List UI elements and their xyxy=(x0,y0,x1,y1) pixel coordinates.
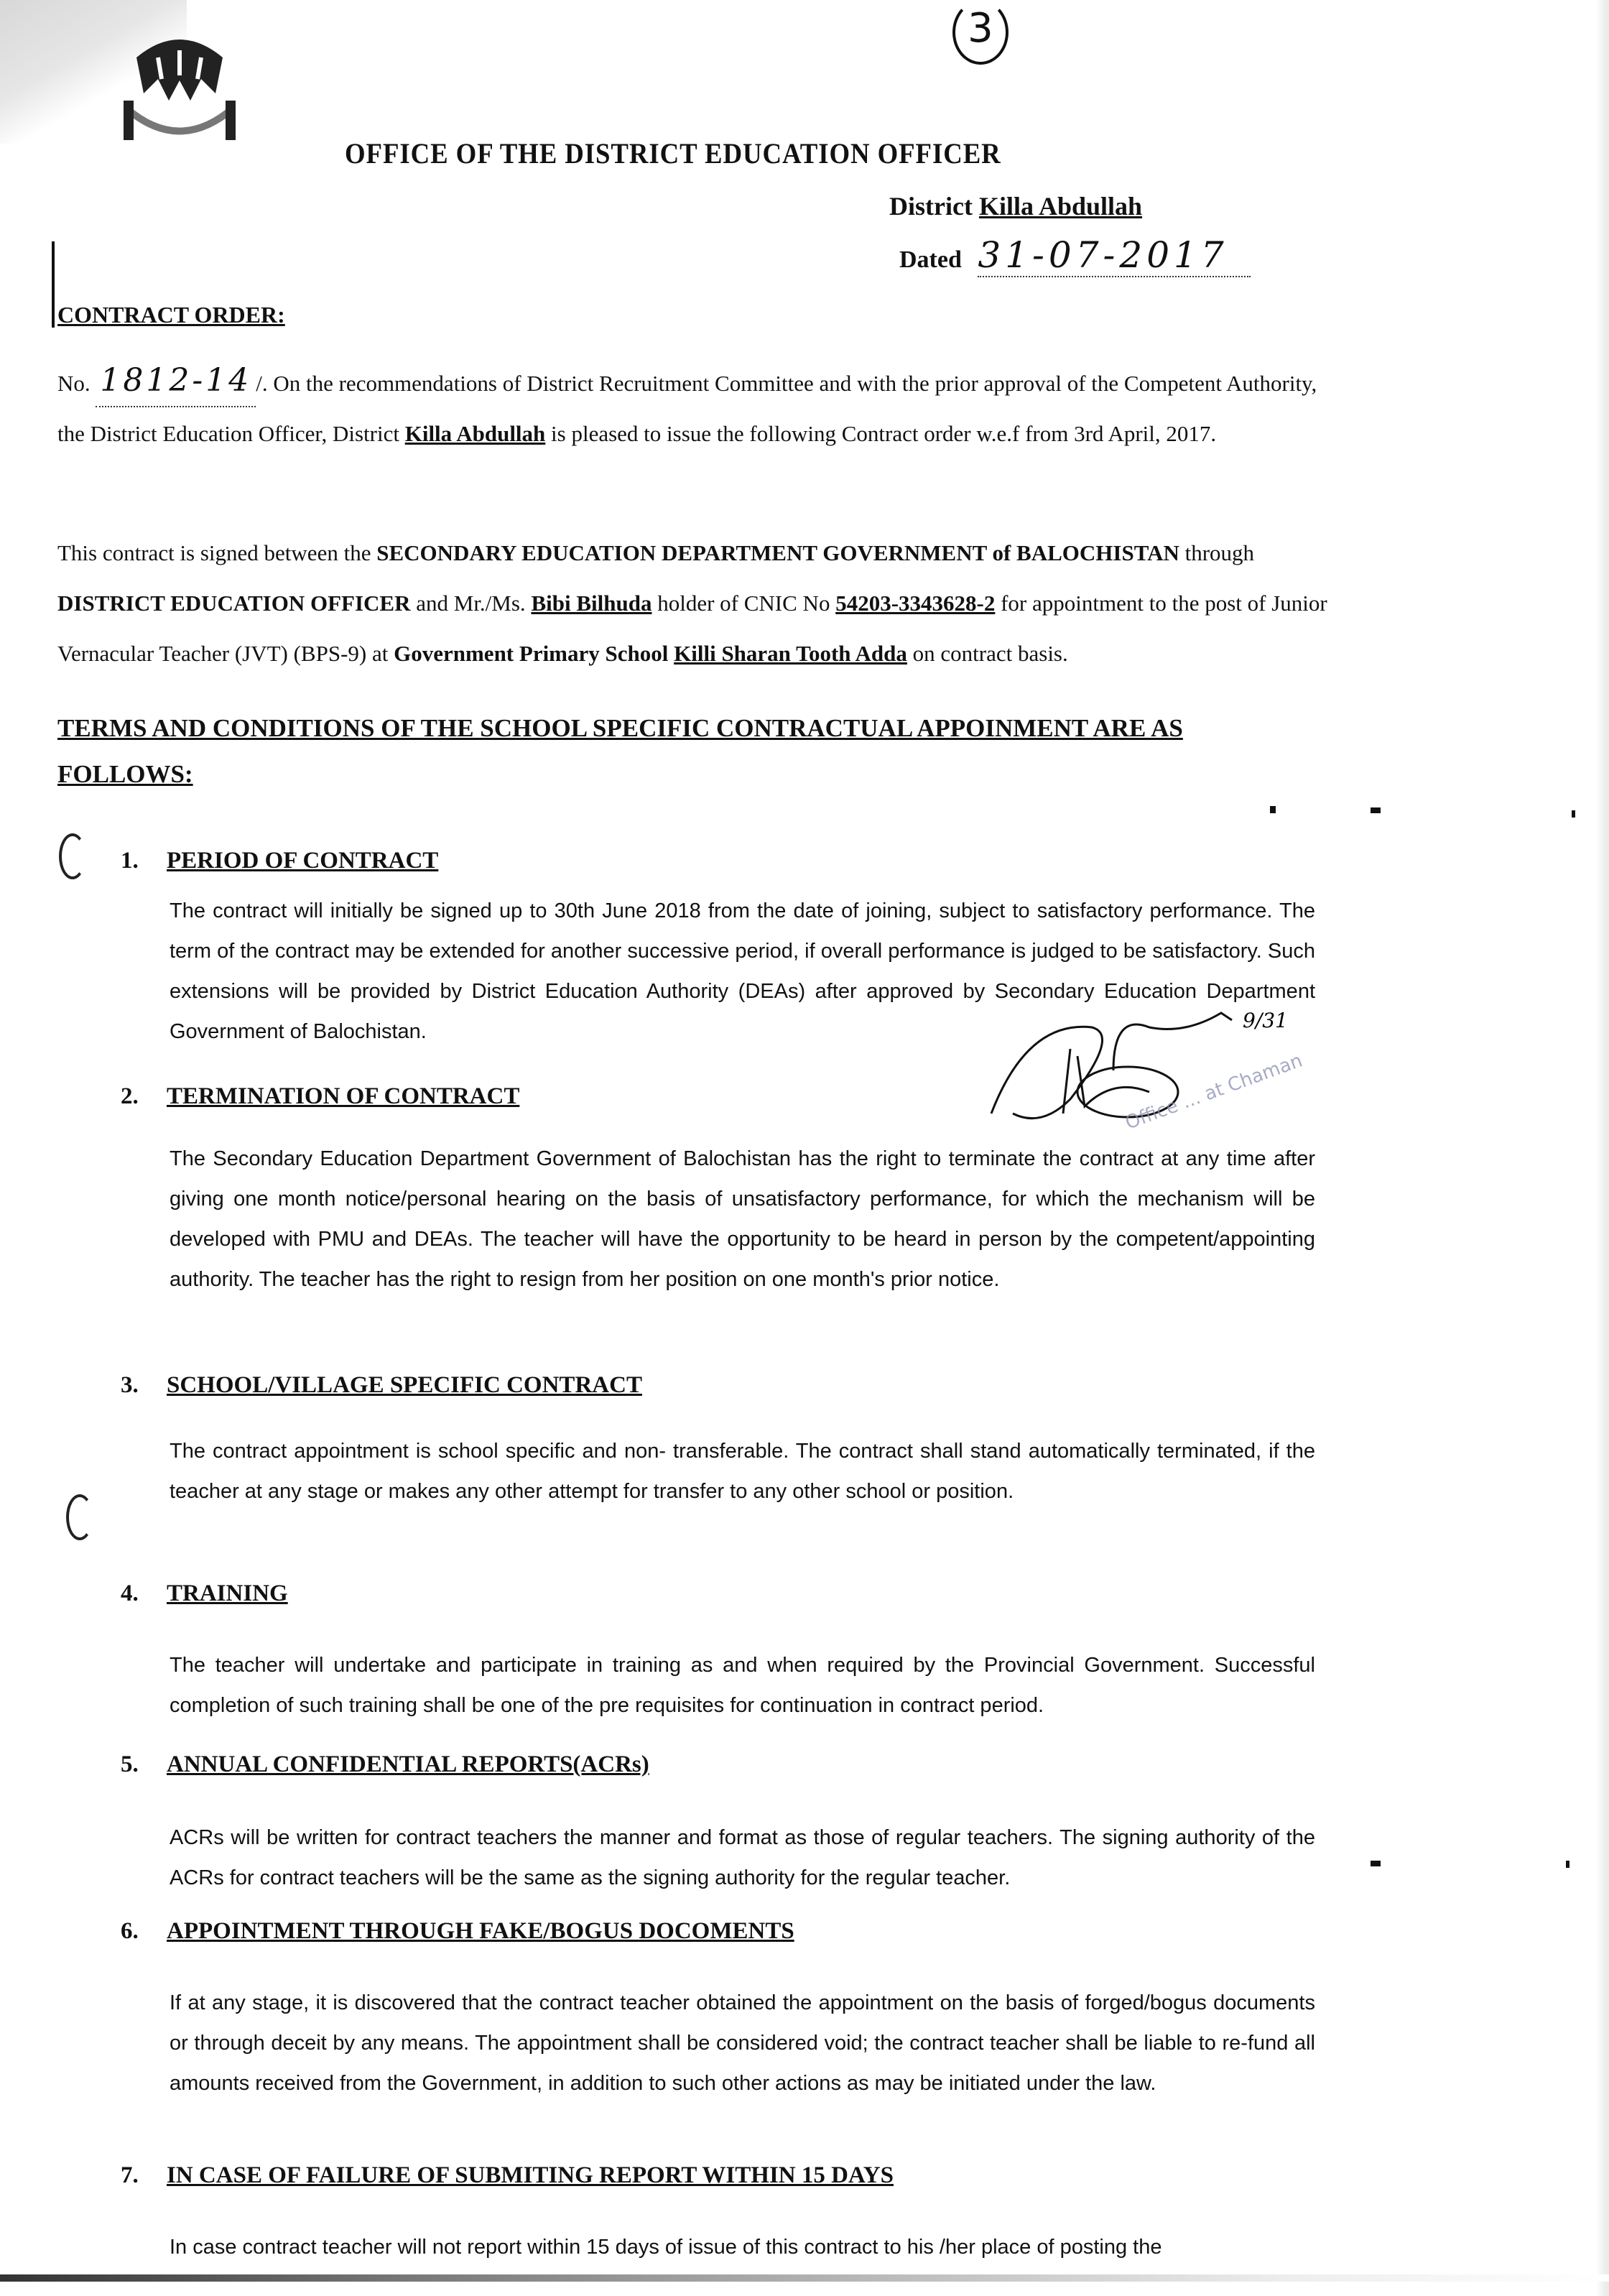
order-no-value: 1812-14 xyxy=(96,356,256,407)
page-number-marker: 3 xyxy=(952,0,1008,65)
section-title: TERMINATION OF CONTRACT xyxy=(167,1083,520,1109)
agreement-text: for appointment to the post of Junior Vernacular Teacher (JVT) (BPS-9) at xyxy=(57,591,1327,666)
section-body: The teacher will undertake and participate in training as and when required by the Provincial Government. Successful completion of such training shall be one of the pre requisites for continuation in contract period. xyxy=(170,1654,1315,1717)
office-stamp: Office ... at Chaman xyxy=(1122,1050,1306,1134)
agreement-text: on contract basis. xyxy=(912,641,1068,666)
order-intro-text: /. On the recommendations of District Recruitment Committee and with the prior approval of the Competent Authority, the District Education Officer, District xyxy=(57,371,1317,446)
hole-punch-mark xyxy=(59,833,86,879)
dated-label: Dated xyxy=(899,246,962,273)
section-body: The contract appointment is school specific and non- transferable. The contract shall stand automatically terminated, if the teacher at any stage or makes any other attempt for transfer to any other school or position. xyxy=(170,1440,1315,1503)
section-body: The Secondary Education Department Government of Balochistan has the right to terminate the contract at any time after giving one month notice/personal hearing on the basis of unsatisfactory performance, for which the mechanism will be developed with PMU and DEAs. The teacher will have the opportunity to be heard in person by the competent/appointing authority. The teacher has the right to resign from her position on one month's prior notice. xyxy=(170,1147,1315,1291)
scan-speck xyxy=(1572,810,1575,818)
teacher-name: Bibi Bilhuda xyxy=(531,591,652,616)
school-type: Government Primary School xyxy=(394,641,669,666)
order-paragraph xyxy=(57,356,1329,459)
section-body: In case contract teacher will not report within 15 days of issue of this contract to his /her place of posting the xyxy=(170,2236,1162,2259)
section-heading xyxy=(121,848,438,874)
dated-line xyxy=(899,234,1251,277)
section-heading xyxy=(121,1918,794,1945)
school-name: Killi Sharan Tooth Adda xyxy=(674,641,907,666)
government-emblem-icon xyxy=(108,29,251,172)
contract-order-heading: CONTRACT ORDER: xyxy=(57,302,285,328)
terms-heading: TERMS AND CONDITIONS OF THE SCHOOL SPECIFIC CONTRACTUAL APPOINMENT ARE AS FOLLOWS: xyxy=(57,714,1183,788)
signature-note: 9/31 xyxy=(1243,1009,1288,1032)
office-title: OFFICE OF THE DISTRICT EDUCATION OFFICER xyxy=(345,137,1001,170)
district-label: District xyxy=(889,192,973,221)
section-title: ANNUAL CONFIDENTIAL REPORTS(ACRs) xyxy=(167,1751,649,1777)
scan-speck xyxy=(1270,806,1276,813)
section-title: APPOINTMENT THROUGH FAKE/BOGUS DOCOMENTS xyxy=(167,1918,794,1944)
section-number: 5. xyxy=(121,1751,139,1777)
scan-speck xyxy=(1371,1861,1381,1866)
agreement-text: This contract is signed between the xyxy=(57,540,371,565)
department-name: SECONDARY EDUCATION DEPARTMENT GOVERNMENT of BALOCHISTAN xyxy=(376,540,1179,565)
section-number: 6. xyxy=(121,1918,139,1944)
section-body: If at any stage, it is discovered that the contract teacher obtained the appointment on the basis of forged/bogus documents or through deceit by any means. The appointment shall be considered void; the contract teacher shall be liable to re-fund all amounts received from the Government, in addition to such other actions as may be initiated under the law. xyxy=(170,1991,1315,2095)
section-body: The contract will initially be signed up to 30th June 2018 from the date of joining, subject to satisfactory performance. The term of the contract may be extended for another successive period, if overall performance is judged to be satisfactory. Such extensions will be provided by District Education Authority (DEAs) after approved by Secondary Education Department Government of Balochistan. xyxy=(170,899,1315,1043)
district-line xyxy=(889,191,1142,221)
section-heading xyxy=(121,2162,894,2189)
section-number: 2. xyxy=(121,1083,139,1109)
dated-value: 31-07-2017 xyxy=(978,234,1251,277)
agreement-text: holder of CNIC No xyxy=(657,591,830,616)
section-number: 1. xyxy=(121,848,139,874)
margin-mark xyxy=(52,241,55,328)
page-edge xyxy=(1596,0,1609,2296)
scan-bottom-edge xyxy=(0,2274,1609,2282)
district-name: Killa Abdullah xyxy=(978,192,1143,221)
section-body: ACRs will be written for contract teachers the manner and format as those of regular teachers. The signing authority of the ACRs for contract teachers will be the same as the signing authority for the regular teacher. xyxy=(170,1826,1315,1889)
section-heading xyxy=(121,1580,288,1607)
agreement-paragraph xyxy=(57,528,1329,679)
section-number: 4. xyxy=(121,1580,139,1606)
scan-speck xyxy=(1566,1861,1569,1868)
order-district: Killa Abdullah xyxy=(404,421,546,446)
order-effective-text: is pleased to issue the following Contract order w.e.f from 3rd April, 2017. xyxy=(551,421,1217,446)
section-heading xyxy=(121,1751,649,1778)
section-number: 7. xyxy=(121,2162,139,2188)
scan-speck xyxy=(1371,807,1381,813)
cnic-number: 54203-3343628-2 xyxy=(835,591,996,616)
section-title: SCHOOL/VILLAGE SPECIFIC CONTRACT xyxy=(167,1372,642,1398)
section-title: PERIOD OF CONTRACT xyxy=(167,848,439,874)
agreement-text: through xyxy=(1184,540,1255,565)
section-title: TRAINING xyxy=(167,1580,288,1606)
section-heading xyxy=(121,1372,642,1399)
section-heading xyxy=(121,1083,519,1110)
hole-punch-mark xyxy=(66,1494,93,1540)
section-number: 3. xyxy=(121,1372,139,1398)
agreement-text: and Mr./Ms. xyxy=(416,591,526,616)
officer-title: DISTRICT EDUCATION OFFICER xyxy=(57,591,411,616)
section-title: IN CASE OF FAILURE OF SUBMITING REPORT WITHIN 15 DAYS xyxy=(167,2162,894,2188)
order-no-label: No. xyxy=(57,371,91,396)
